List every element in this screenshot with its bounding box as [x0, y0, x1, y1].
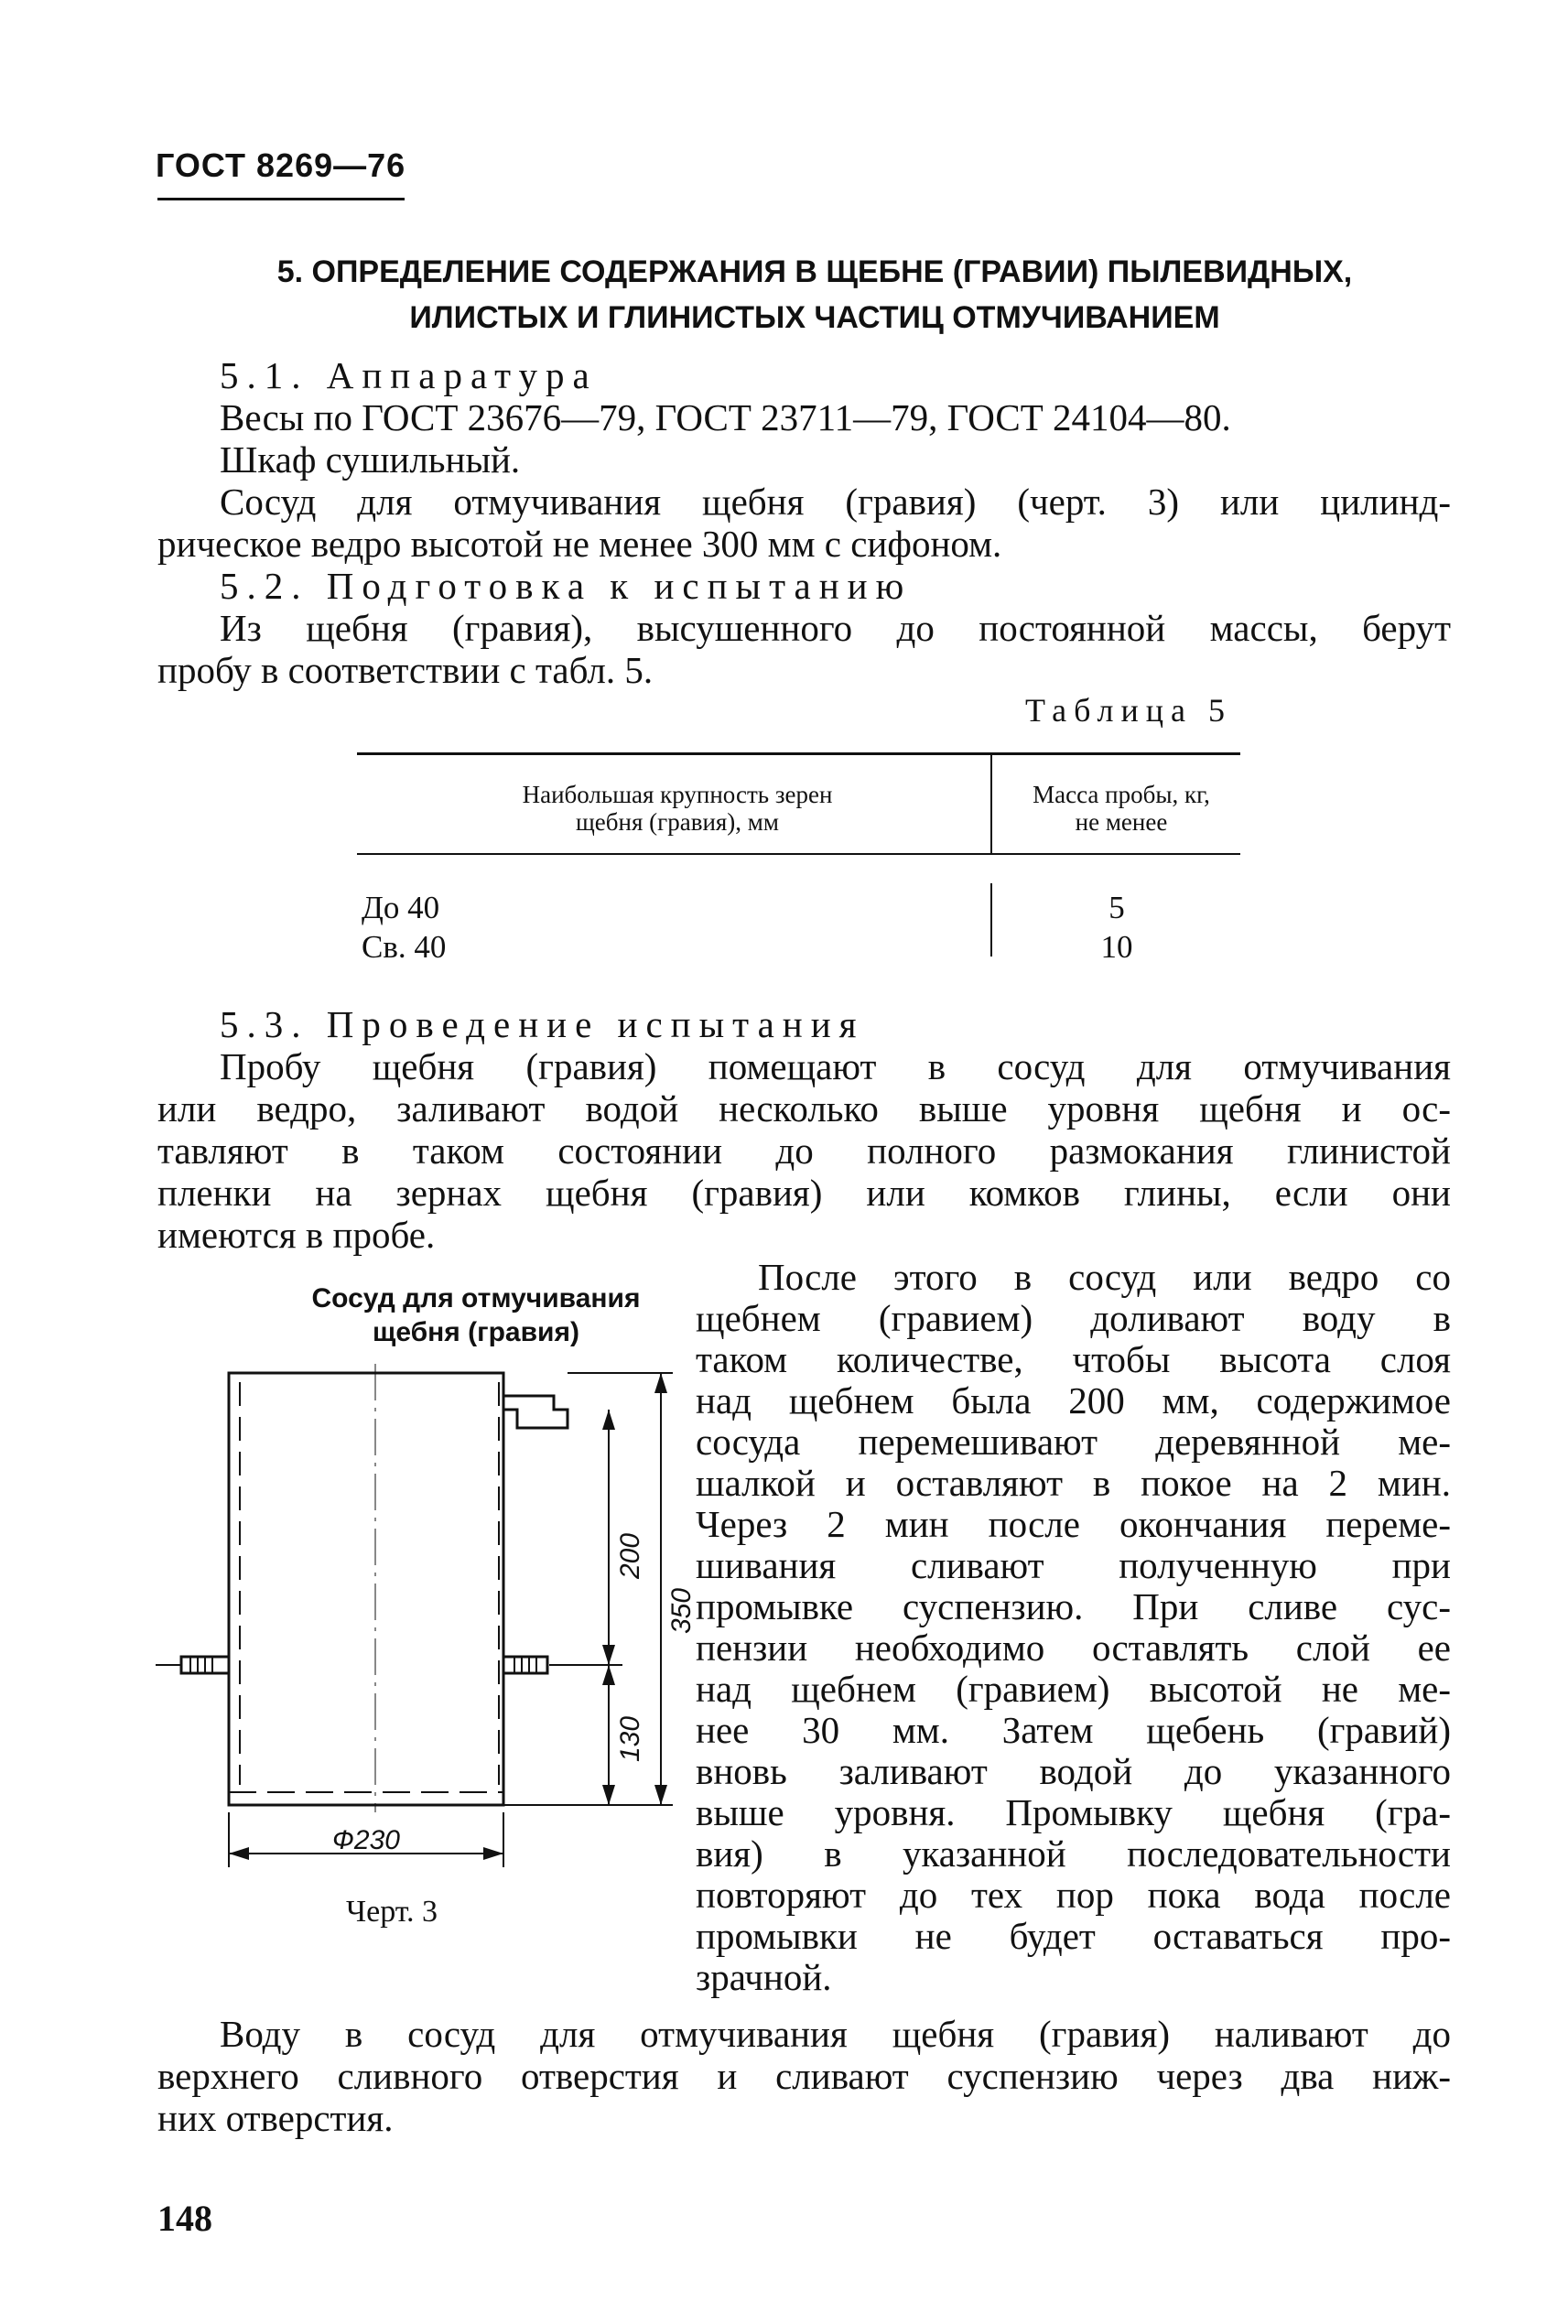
table-header-mass	[998, 781, 1245, 836]
p51-line-3: Сосуд для отмучивания щебня (гравия) (черт. 3) или цилинд-	[220, 481, 1451, 523]
p53-line-1: Пробу щебня (гравия) помещают в сосуд для отмучивания	[220, 1045, 1451, 1087]
table-cell-mass: 10	[1100, 929, 1133, 965]
table-cell-mass: 5	[1108, 890, 1125, 925]
table-header-size-l2: щебня (гравия), мм	[576, 808, 779, 836]
section-title-line-2: ИЛИСТЫХ И ГЛИНИСТЫХ ЧАСТИЦ ОТМУЧИВАНИЕМ	[409, 300, 1220, 335]
side-line: промывке суспензию. При сливе сус-	[696, 1585, 1451, 1627]
side-line: Через 2 мин после окончания переме-	[696, 1503, 1451, 1545]
dim-label-130: 130	[615, 1715, 645, 1763]
final-line-1: Воду в сосуд для отмучивания щебня (гравия) наливают до	[220, 2013, 1451, 2055]
vessel-outline	[229, 1373, 503, 1805]
figure-title-l2: щебня (гравия)	[373, 1317, 579, 1347]
dim-label-350: 350	[666, 1587, 697, 1635]
p51-line-1: Весы по ГОСТ 23676—79, ГОСТ 23711—79, ГОСТ 24104—80.	[220, 396, 1231, 438]
table-header-mass-l2: не менее	[1075, 808, 1168, 836]
standard-number: ГОСТ 8269—76	[156, 146, 406, 184]
table-cell-size: До 40	[362, 890, 440, 925]
side-line: зрачной.	[696, 1956, 832, 1998]
final-line-3: них отверстия.	[157, 2097, 394, 2139]
heading-5-1: 5.1. Аппаратура	[220, 354, 598, 396]
table-header-divider	[990, 752, 992, 853]
side-line: пензии необходимо оставлять слой ее	[696, 1627, 1451, 1669]
side-line: повторяют до тех пор пока вода после	[696, 1874, 1451, 1916]
figure-caption: Черт. 3	[346, 1895, 438, 1929]
table-header-rule	[357, 853, 1240, 855]
section-title	[183, 249, 1446, 340]
table-header-size	[384, 781, 970, 836]
side-line: шивания сливают полученную при	[696, 1544, 1451, 1586]
p51-line-2: Шкаф сушильный.	[220, 438, 521, 481]
table-caption: Таблица 5	[1025, 692, 1232, 729]
header-rule	[157, 198, 405, 200]
p53-line-4: пленки на зернах щебня (гравия) или комков глины, если они	[157, 1172, 1451, 1214]
side-line: сосуда перемешивают деревянной ме-	[696, 1421, 1451, 1463]
side-line: выше уровня. Промывку щебня (гра-	[696, 1791, 1451, 1833]
dim-label-200: 200	[615, 1532, 645, 1580]
heading-5-2: 5.2. Подготовка к испытанию	[220, 565, 913, 607]
right-outlet	[503, 1657, 547, 1673]
section-title-line-1: 5. ОПРЕДЕЛЕНИЕ СОДЕРЖАНИЯ В ЩЕБНЕ (ГРАВИИ) ПЫЛЕВИДНЫХ,	[276, 254, 1353, 289]
page-number: 148	[157, 2198, 212, 2239]
vessel-drawing	[137, 1355, 697, 1904]
side-line: промывки не будет оставаться про-	[696, 1915, 1451, 1957]
table-row	[998, 888, 1236, 967]
heading-5-3: 5.3. Проведение испытания	[220, 1003, 865, 1045]
table-header-mass-l1: Масса пробы, кг,	[1033, 781, 1210, 808]
side-line: над щебнем была 200 мм, содержимое	[696, 1379, 1451, 1421]
table-body-divider	[990, 883, 992, 957]
table-header-size-l1: Наибольшая крупность зерен	[522, 781, 833, 808]
side-line: нее 30 мм. Затем щебень (гравий)	[696, 1709, 1451, 1751]
dim-label-diameter: Ф230	[332, 1825, 400, 1855]
side-line: над щебнем (гравием) высотой не ме-	[696, 1668, 1451, 1710]
p52-line-2: пробу в соответствии с табл. 5.	[157, 649, 654, 691]
table-top-rule	[357, 752, 1240, 755]
final-line-2: верхнего сливного отверстия и сливают суспензию через два ниж-	[157, 2055, 1451, 2097]
side-line: таком количестве, чтобы высота слоя	[696, 1338, 1451, 1380]
side-line: вия) в указанной последовательности	[696, 1832, 1451, 1875]
upper-outlet	[503, 1396, 568, 1428]
side-line: шалкой и оставляют в покое на 2 мин.	[696, 1462, 1451, 1504]
figure-title-l1: Сосуд для отмучивания	[311, 1283, 641, 1313]
table-row	[362, 888, 446, 967]
side-line: После этого в сосуд или ведро со	[758, 1256, 1451, 1298]
p52-line-1: Из щебня (гравия), высушенного до постоянной массы, берут	[220, 607, 1451, 649]
p51-line-4: рическое ведро высотой не менее 300 мм с сифоном.	[157, 523, 1002, 565]
p53-line-3: тавляют в таком состоянии до полного размокания глинистой	[157, 1130, 1451, 1172]
figure-title	[275, 1281, 677, 1349]
side-line: щебнем (гравием) доливают воду в	[696, 1297, 1451, 1339]
table-cell-size: Св. 40	[362, 929, 447, 965]
side-line: вновь заливают водой до указанного	[696, 1750, 1451, 1792]
p53-line-5: имеются в пробе.	[157, 1214, 436, 1256]
side-text	[696, 1257, 1451, 1998]
p53-line-2: или ведро, заливают водой несколько выше уровня щебня и ос-	[157, 1087, 1451, 1130]
